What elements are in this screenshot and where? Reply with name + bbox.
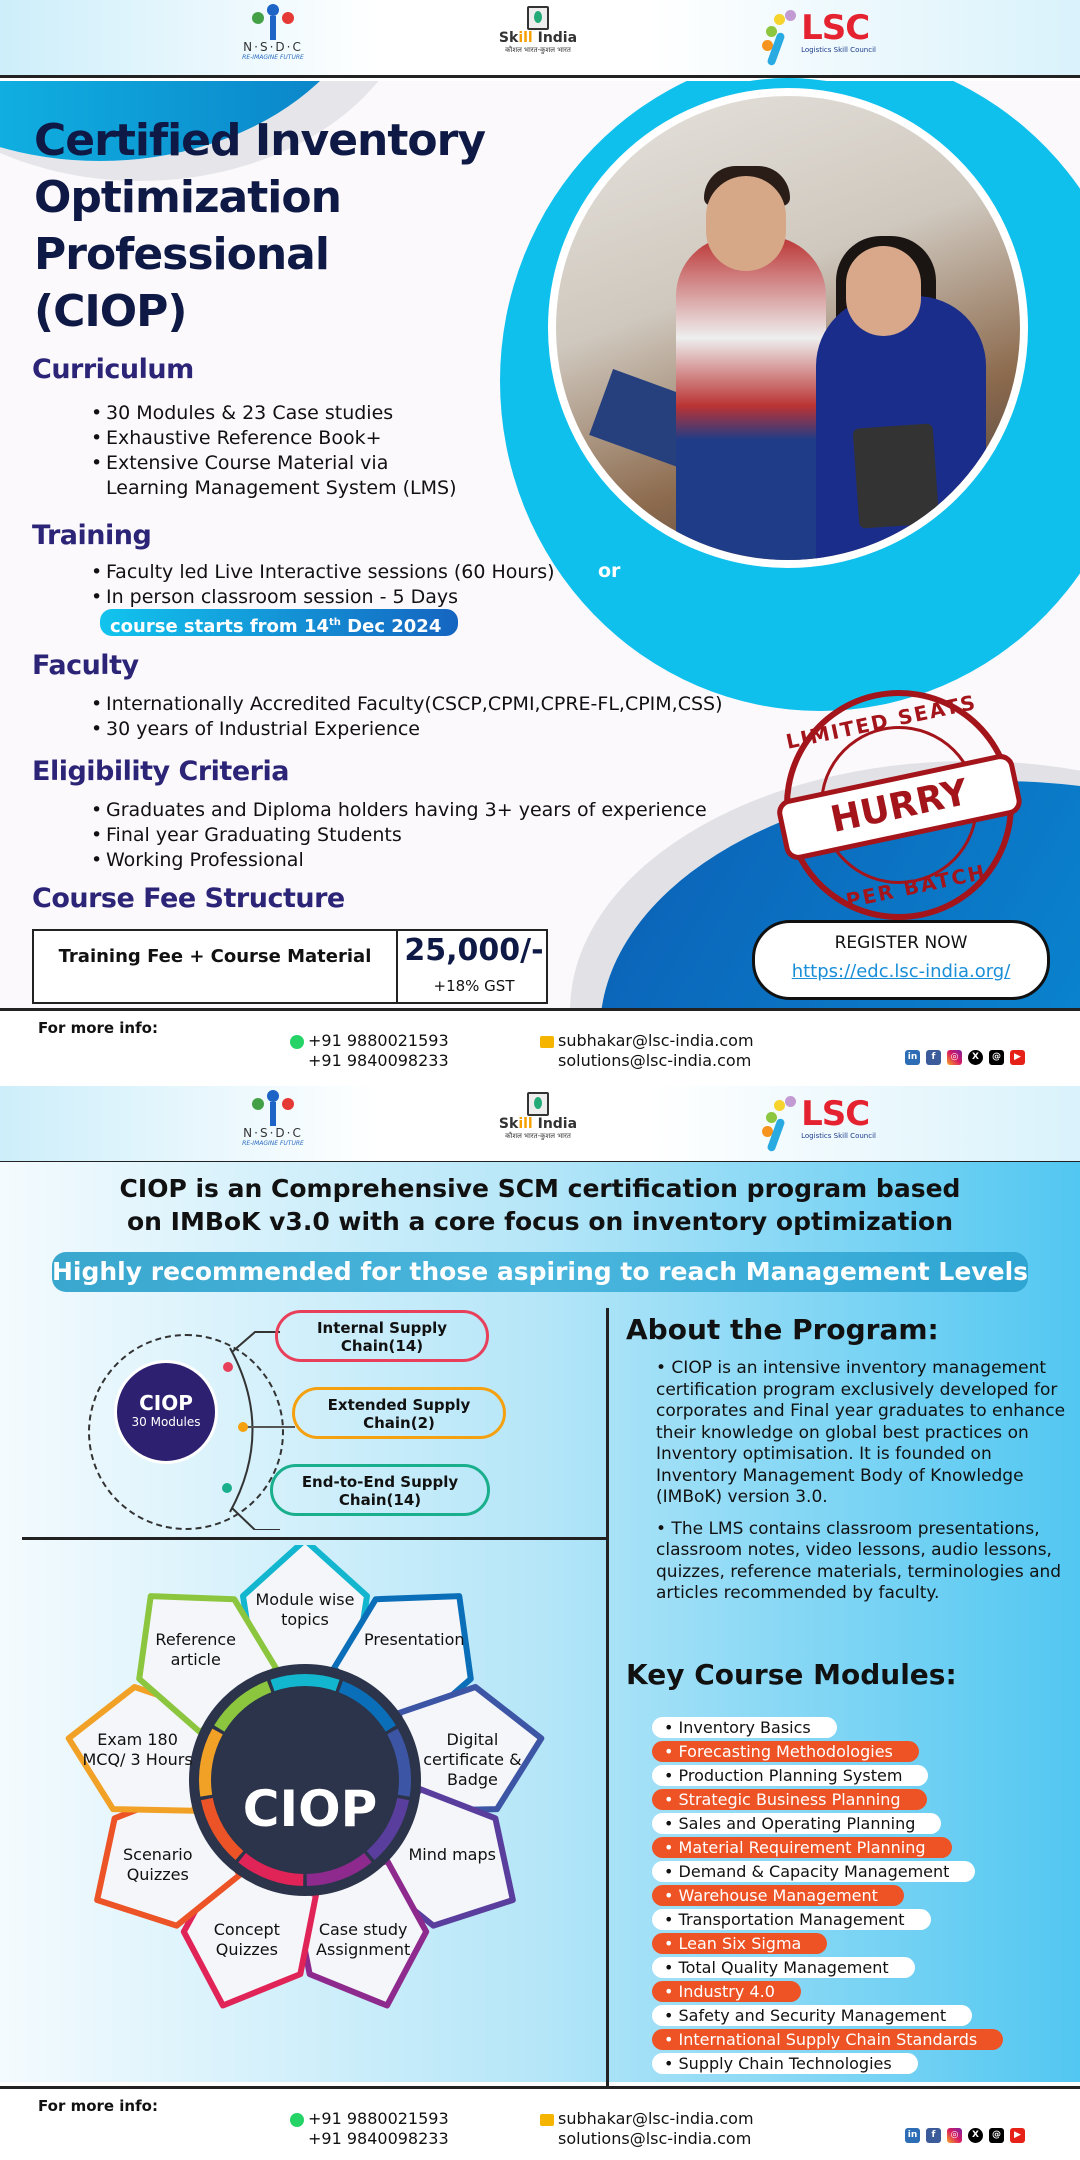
curriculum-item: • Extensive Course Material via xyxy=(106,451,456,476)
nsdc-tagline: RE-IMAGINE FUTURE xyxy=(242,1140,304,1147)
contact-label: For more info: xyxy=(38,1019,158,1037)
flower-petal-label: Reference article xyxy=(155,1629,236,1669)
flower-petal-label: Mind maps xyxy=(408,1845,496,1864)
module-item: • Demand & Capacity Management xyxy=(652,1861,975,1882)
curriculum-heading: Curriculum xyxy=(32,354,194,385)
runner-icon xyxy=(758,1096,796,1152)
training-or: or xyxy=(598,560,621,582)
curriculum-item: • 30 Modules & 23 Case studies xyxy=(106,401,456,426)
hub-ciop-circle: CIOP 30 Modules xyxy=(114,1360,218,1464)
module-item: • International Supply Chain Standards xyxy=(652,2029,1003,2050)
phone-2[interactable]: +91 9840098233 xyxy=(308,2129,449,2148)
lsc-tagline: Logistics Skill Council xyxy=(801,1132,876,1140)
branch-internal-supply-chain: Internal Supply Chain(14) xyxy=(275,1310,489,1362)
nsdc-figure-icon xyxy=(244,1090,302,1126)
register-label: REGISTER NOW xyxy=(834,933,968,953)
branch-dot-extended xyxy=(238,1422,248,1432)
nsdc-logo xyxy=(228,1090,318,1147)
module-item: • Safety and Security Management xyxy=(652,2005,972,2026)
skill-india-tagline: कौशल भारत-कुशल भारत xyxy=(505,46,571,54)
branch-end-to-end-supply-chain: End-to-End Supply Chain(14) xyxy=(270,1464,490,1516)
module-item: • Strategic Business Planning xyxy=(652,1789,927,1810)
about-text xyxy=(656,1358,1076,1615)
x-icon[interactable]: X xyxy=(968,2128,983,2143)
skill-india-name: Skill India xyxy=(498,30,578,46)
emails xyxy=(540,1031,754,1071)
eligibility-item: • Working Professional xyxy=(106,848,707,873)
faculty-heading: Faculty xyxy=(32,650,139,681)
faculty-list xyxy=(106,692,723,742)
skill-india-logo xyxy=(490,1092,586,1141)
instagram-icon[interactable]: ◎ xyxy=(947,2128,962,2143)
register-now-box[interactable] xyxy=(752,920,1050,1000)
monitor-icon xyxy=(527,6,549,30)
threads-icon[interactable]: @ xyxy=(989,2128,1004,2143)
nsdc-name: N·S·D·C xyxy=(243,40,303,54)
page-title: Certified Inventory Optimization Professional (CIOP) xyxy=(34,115,486,337)
skill-india-tagline: कौशल भारत-कुशल भारत xyxy=(505,1132,571,1140)
flower-petal-label: Digital certificate & Badge xyxy=(423,1730,522,1790)
training-list xyxy=(106,560,555,610)
fee-amount: 25,000/- xyxy=(404,933,544,968)
instagram-icon[interactable]: ◎ xyxy=(947,1050,962,1065)
branch-extended-supply-chain: Extended Supply Chain(2) xyxy=(292,1387,506,1439)
fee-heading: Course Fee Structure xyxy=(32,883,345,914)
module-item: • Lean Six Sigma xyxy=(652,1933,827,1954)
about-heading: About the Program: xyxy=(626,1313,939,1346)
mail-icon xyxy=(540,1036,554,1048)
flower-petal-label: Case study Assignment xyxy=(316,1919,411,1959)
curriculum-item: • Exhaustive Reference Book+ xyxy=(106,426,456,451)
lsc-name: LSC xyxy=(801,8,870,48)
flower-petal-label: Scenario Quizzes xyxy=(122,1845,193,1884)
nsdc-tagline: RE-IMAGINE FUTURE xyxy=(242,54,304,61)
stamp-hurry-text: HURRY xyxy=(775,751,1025,862)
phone-numbers xyxy=(290,1031,449,1071)
curriculum-item: Learning Management System (LMS) xyxy=(106,477,457,499)
social-links xyxy=(905,2125,1031,2144)
flower-center-label: CIOP xyxy=(242,1780,378,1838)
header-logo-bar-2 xyxy=(0,1086,1080,1164)
stamp-bottom-text: PER BATCH xyxy=(843,859,989,913)
nsdc-figure-icon xyxy=(244,4,302,40)
about-paragraph: • The LMS contains classroom presentations, classroom notes, video lessons, audio lessons, quizzes, reference materials, terminologies and articles recommended by faculty. xyxy=(656,1518,1062,1603)
header-logo-bar xyxy=(0,0,1080,78)
skill-india-name: Skill India xyxy=(498,1116,578,1132)
about-paragraph: • CIOP is an intensive inventory management certification program exclusively developed for corporates and Final year graduates to enhance their knowledge on global best practices on Inventory optimisation. It is founded on Inventory Management Body of Knowledge (IMBoK) version 3.0. xyxy=(656,1358,1066,1507)
linkedin-icon[interactable]: in xyxy=(905,2128,920,2143)
flower-petal-label: Concept Quizzes xyxy=(213,1919,280,1959)
social-links xyxy=(905,1047,1031,1066)
eligibility-list xyxy=(106,798,707,873)
lsc-tagline: Logistics Skill Council xyxy=(801,46,876,54)
email-1[interactable]: subhakar@lsc-india.com xyxy=(558,1031,754,1050)
module-item: • Production Planning System xyxy=(652,1765,928,1786)
nsdc-name: N·S·D·C xyxy=(243,1126,303,1140)
monitor-icon xyxy=(527,1092,549,1116)
vertical-divider xyxy=(606,1308,609,2088)
module-item: • Material Requirement Planning xyxy=(652,1837,952,1858)
contact-bar-top xyxy=(0,1011,1080,1089)
branch-dot-internal xyxy=(223,1362,233,1372)
fee-label: Training Fee + Course Material xyxy=(34,931,398,1002)
lsc-logo xyxy=(752,1096,882,1152)
email-2[interactable]: solutions@lsc-india.com xyxy=(558,2129,752,2148)
contact-label: For more info: xyxy=(38,2097,158,2115)
training-item: • In person classroom session - 5 Days xyxy=(106,585,555,610)
module-item: • Inventory Basics xyxy=(652,1717,837,1738)
whatsapp-icon xyxy=(290,1035,304,1049)
flower-petal-label: Module wise topics xyxy=(255,1590,355,1629)
fee-tax: +18% GST xyxy=(433,977,515,995)
horizontal-divider xyxy=(22,1537,607,1540)
program-headline: CIOP is an Comprehensive SCM certification program based on IMBoK v3.0 with a core focus on inventory optimization xyxy=(119,1174,961,1236)
course-start-badge: course starts from 14th Dec 2024 xyxy=(100,609,458,636)
hero-photo-warehouse-workers xyxy=(548,88,1028,568)
x-icon[interactable]: X xyxy=(968,1050,983,1065)
training-heading: Training xyxy=(32,520,152,551)
register-link[interactable]: https://edc.lsc-india.org/ xyxy=(791,961,1011,982)
email-2[interactable]: solutions@lsc-india.com xyxy=(558,1051,752,1070)
contact-bar-bottom xyxy=(0,2089,1080,2160)
recommendation-banner: Highly recommended for those aspiring to reach Management Levels xyxy=(52,1252,1028,1292)
facebook-icon[interactable]: f xyxy=(926,2128,941,2143)
mail-icon xyxy=(540,2114,554,2126)
youtube-icon[interactable]: ▶ xyxy=(1010,1050,1025,1065)
faculty-item: • 30 years of Industrial Experience xyxy=(106,717,723,742)
nsdc-logo xyxy=(228,4,318,61)
flower-petal-label: Presentation xyxy=(364,1629,465,1649)
emails xyxy=(540,2109,754,2149)
eligibility-item: • Final year Graduating Students xyxy=(106,823,707,848)
flower-ring-segment xyxy=(272,1680,337,1685)
eligibility-heading: Eligibility Criteria xyxy=(32,756,289,787)
lsc-logo xyxy=(752,10,882,66)
email-1[interactable]: subhakar@lsc-india.com xyxy=(558,2109,754,2128)
training-item: • Faculty led Live Interactive sessions (60 Hours) xyxy=(106,560,555,585)
eligibility-item: • Graduates and Diploma holders having 3+ years of experience xyxy=(106,798,707,823)
module-item: • Forecasting Methodologies xyxy=(652,1741,919,1762)
fee-table xyxy=(32,929,548,1004)
whatsapp-icon xyxy=(290,2113,304,2127)
lsc-name: LSC xyxy=(801,1094,870,1134)
module-item: • Transportation Management xyxy=(652,1909,931,1930)
flower-petal-label: Exam 180 MCQ/ 3 Hours xyxy=(82,1730,193,1770)
phone-numbers xyxy=(290,2109,449,2149)
module-item: • Warehouse Management xyxy=(652,1885,904,1906)
module-item: • Sales and Operating Planning xyxy=(652,1813,941,1834)
module-item: • Supply Chain Technologies xyxy=(652,2053,918,2074)
skill-india-logo xyxy=(490,6,586,55)
phone-2[interactable]: +91 9840098233 xyxy=(308,1051,449,1070)
modules-list xyxy=(652,1717,1003,2077)
facebook-icon[interactable]: f xyxy=(926,1050,941,1065)
youtube-icon[interactable]: ▶ xyxy=(1010,2128,1025,2143)
phone-1[interactable]: +91 9880021593 xyxy=(308,2109,449,2128)
runner-icon xyxy=(758,10,796,66)
faculty-item: • Internationally Accredited Faculty(CSCP,CPMI,CPRE-FL,CPIM,CSS) xyxy=(106,692,723,717)
phone-1[interactable]: +91 9880021593 xyxy=(308,1031,449,1050)
linkedin-icon[interactable]: in xyxy=(905,1050,920,1065)
modules-heading: Key Course Modules: xyxy=(626,1658,957,1691)
module-item: • Industry 4.0 xyxy=(652,1981,801,2002)
branch-dot-end-to-end xyxy=(222,1483,232,1493)
curriculum-list xyxy=(106,401,456,501)
stamp-top-text: LIMITED SEATS xyxy=(783,689,979,754)
module-item: • Total Quality Management xyxy=(652,1957,915,1978)
threads-icon[interactable]: @ xyxy=(989,1050,1004,1065)
